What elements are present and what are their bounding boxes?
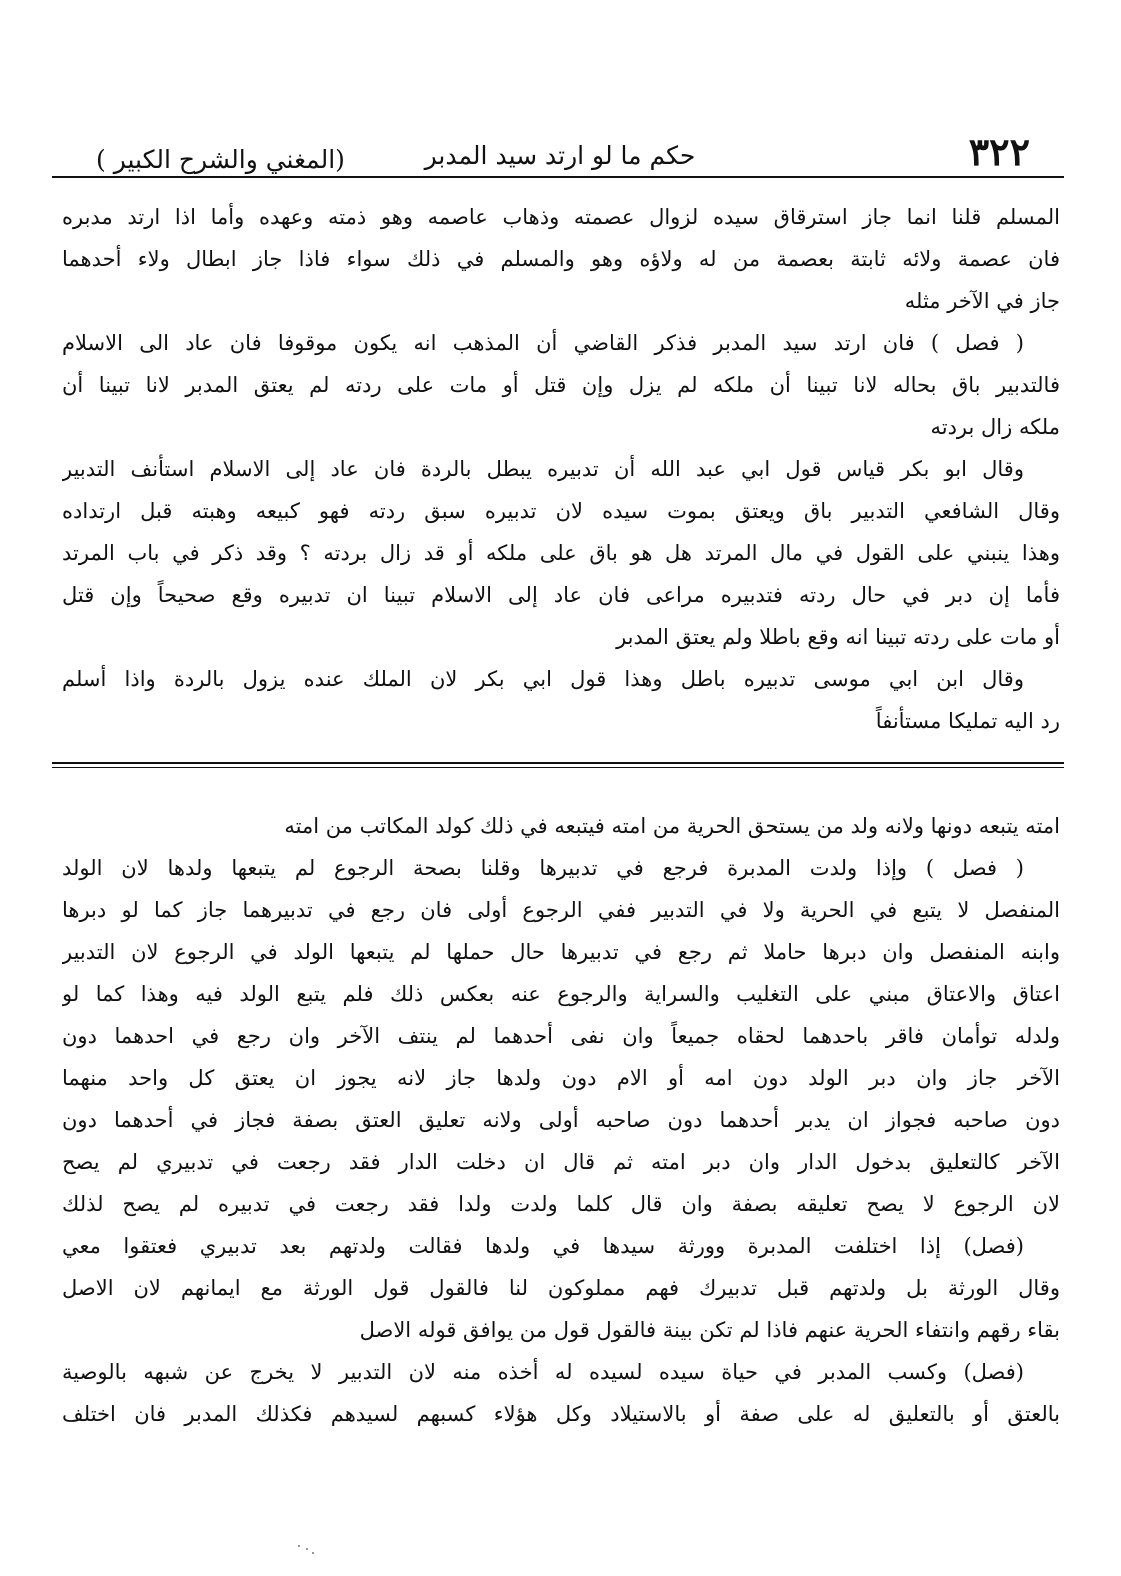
text-line: المنفصل لا يتبع في الحرية ولا في التدبير ففي الرجوع أولى فان رجع في تدبيرهما جاز كما لو دبرها — [62, 898, 1060, 922]
text-line: المسلم قلنا انما جاز استرقاق سيده لزوال عصمته وذهاب عاصمه وهو ذمته وعهده وأما اذا ارتد مدبره — [62, 205, 1060, 229]
text-line: اعتاق والاعتاق مبني على التغليب والسراية والرجوع عنه بعكس ذلك فلم يتبع الولد فيه وهذا كما لو — [62, 982, 1060, 1006]
text-line: (فصل) إذا اختلفت المدبرة وورثة سيدها في ولدها فقالت ولدتهم بعد تدبيري فعتقوا معي — [62, 1234, 1024, 1258]
text-line: (فصل) وكسب المدبر في حياة سيده لسيده له أخذه منه لان التدبير لا يخرج عن شبهه بالوصية — [62, 1360, 1024, 1384]
book-title: (المغني والشرح الكبير ) — [96, 145, 345, 174]
text-line: أو مات على ردته تبينا انه وقع باطلا ولم يعتق المدبر — [616, 625, 1060, 649]
text-line: وابنه المنفصل وان دبرها حاملا ثم رجع في تدبيرها حال حملها لم يتبعها الولد في الرجوع لان التدبير — [62, 940, 1060, 964]
text-line: وقال الشافعي التدبير باق ويعتق بموت سيده لان تدبيره سبق ردته فهو كبيعه وهبته قبل ارتداده — [62, 499, 1060, 523]
lower-text-block — [62, 805, 1060, 1435]
upper-text-block — [62, 196, 1060, 742]
text-line: امته يتبعه دونها ولانه ولد من يستحق الحرية من امته فيتبعه في ذلك كولد المكاتب من امته — [284, 814, 1060, 838]
page-number: ٣٢٢ — [968, 129, 1030, 174]
separator-rule — [52, 762, 1064, 764]
text-line: بقاء رقهم وانتفاء الحرية عنهم فاذا لم تكن بينة فالقول قول من يوافق قوله الاصل — [359, 1318, 1060, 1342]
text-line: ملكه زال بردته — [930, 415, 1060, 439]
text-line: الآخر كالتعليق بدخول الدار وان دبر امته ثم قال ان دخلت الدار فقد رجعت في تدبيري لم يصح — [62, 1150, 1060, 1174]
text-line: فان عصمة ولائه ثابتة بعصمة من له ولاؤه وهو والمسلم في ذلك سواء فاذا جاز ابطال ولاء أحدهما — [62, 247, 1060, 271]
text-line: لان الرجوع لا يصح تعليقه بصفة وان قال كلما ولدت ولدا فقد رجعت في تدبيره لم يصح لذلك — [62, 1192, 1060, 1216]
text-line: فأما إن دبر في حال ردته فتدبيره مراعى فان عاد إلى الاسلام تبينا ان تدبيره وقع صحيحاً وإن قتل — [62, 583, 1060, 607]
text-line: ( فصل ) وإذا ولدت المدبرة فرجع في تدبيرها وقلنا بصحة الرجوع لم يتبعها ولدها لان الولد — [62, 856, 1024, 880]
text-line: وقال ابو بكر قياس قول ابي عبد الله أن تدبيره يبطل بالردة فان عاد إلى الاسلام استأنف التدبير — [62, 457, 1024, 481]
running-title: حكم ما لو ارتد سيد المدبر — [424, 141, 696, 170]
text-line: بالعتق أو بالتعليق له على صفة أو بالاستيلاد وكل هؤلاء كسبهم لسيدهم فكذلك المدبر فان اختلف — [62, 1402, 1060, 1426]
header-rule — [52, 176, 1064, 178]
scan-speck — [306, 1548, 308, 1550]
scan-speck — [312, 1552, 314, 1554]
page-header — [90, 118, 1030, 174]
scan-speck — [298, 1545, 300, 1547]
text-line: دون صاحبه فجواز ان يدبر أحدهما دون صاحبه أولى ولانه تعليق العتق بصفة فجاز في أحدهما دون — [62, 1108, 1060, 1132]
text-line: وهذا ينبني على القول في مال المرتد هل هو باق على ملكه أو قد زال بردته ؟ وقد ذكر في باب المرتد — [62, 541, 1060, 565]
text-line: وقال الورثة بل ولدتهم قبل تدبيرك فهم مملوكون لنا فالقول قول الورثة مع ايمانهم لان الاصل — [62, 1276, 1060, 1300]
text-line: ( فصل ) فان ارتد سيد المدبر فذكر القاضي أن المذهب انه يكون موقوفا فان عاد الى الاسلام — [62, 331, 1024, 355]
text-line: وقال ابن ابي موسى تدبيره باطل وهذا قول ابي بكر لان الملك عنده يزول بالردة واذا أسلم — [62, 667, 1024, 691]
text-line: الآخر جاز وان دبر الولد دون امه أو الام دون ولدها جاز لانه يجوز ان يعتق كل واحد منهما — [62, 1066, 1060, 1090]
text-line: ولدله توأمان فاقر باحدهما لحقاه جميعاً وان نفى أحدهما لم ينتف الآخر وان رجع في احدهما دون — [62, 1024, 1060, 1048]
text-line: فالتدبير باق بحاله لانا تبينا أن ملكه لم يزل وإن قتل أو مات على ردته لم يعتق المدبر لانا تبينا أن — [62, 373, 1060, 397]
text-line: رد اليه تمليكا مستأنفاً — [875, 709, 1060, 733]
separator-rule-thin — [52, 767, 1064, 768]
text-line: جاز في الآخر مثله — [904, 289, 1060, 313]
